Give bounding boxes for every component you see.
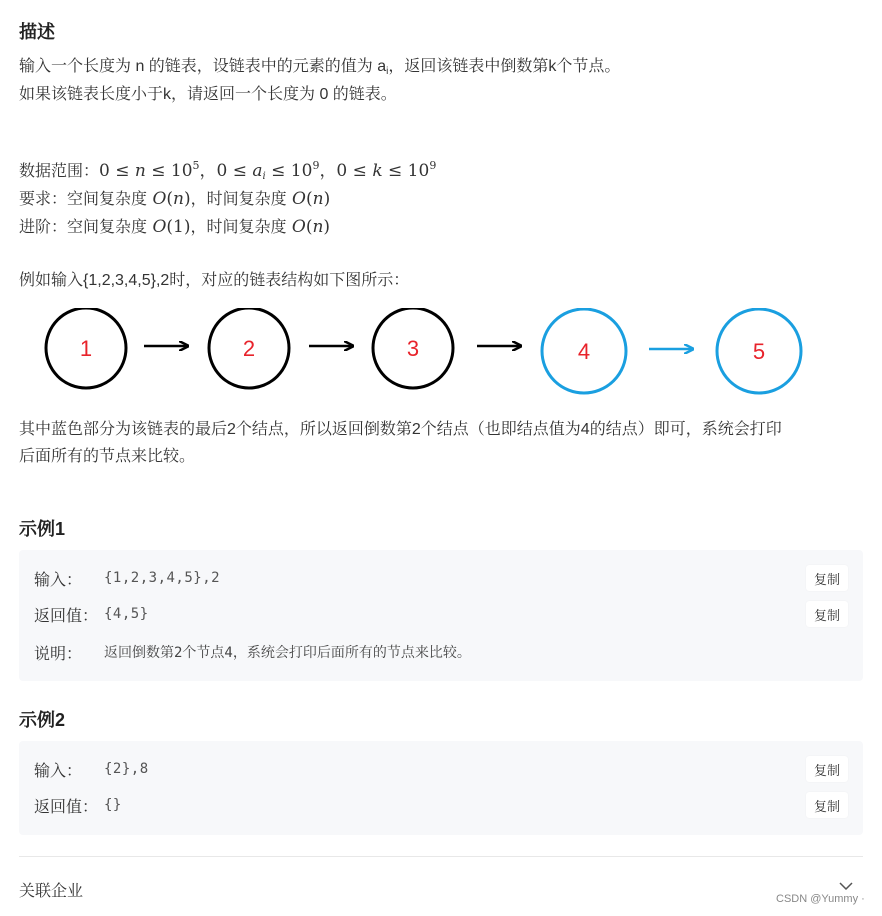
svg-text:1: 1 (79, 336, 93, 361)
advanced-line (19, 213, 330, 242)
input-label: 输入： (34, 571, 83, 589)
example-2-output-row (34, 792, 848, 818)
example-2-input-row (34, 756, 848, 782)
advanced-space-formula: O(1) (152, 217, 191, 237)
advanced-space-label: 空间复杂度 (67, 219, 148, 236)
note-value: 返回倒数第2个节点4，系统会打印后面所有的节点来比较。 (104, 645, 471, 661)
copy-output-button[interactable]: 复制 (806, 792, 848, 818)
output-value[interactable]: {} (104, 797, 122, 813)
data-range-line (19, 157, 436, 186)
description-text-end: ，返回该链表中倒数第k个节点。 (388, 58, 621, 75)
data-range-label: 数据范围： (19, 163, 100, 180)
section-title: 描述 (19, 22, 55, 42)
space-complexity-formula: O(n) (152, 189, 191, 209)
list-node-2 (209, 308, 289, 388)
example-1-title: 示例1 (19, 519, 66, 539)
output-value[interactable]: {4,5} (104, 606, 149, 622)
output-label: 返回值： (34, 607, 99, 625)
list-node-5 (717, 309, 801, 393)
input-value[interactable]: {1,2,3,4,5},2 (104, 570, 221, 586)
copy-input-button[interactable]: 复制 (806, 565, 848, 591)
advanced-label: 进阶： (19, 219, 68, 236)
explanation-line-1: 其中蓝色部分为该链表的最后2个结点，所以返回倒数第2个结点（也即结点值为4的结点）即可，系统会打印 (19, 421, 782, 438)
explanation-line-2: 后面所有的节点来比较。 (19, 448, 196, 465)
svg-text:2: 2 (242, 336, 256, 361)
output-label: 返回值： (34, 798, 99, 816)
time-complexity-formula: O(n) (292, 189, 331, 209)
copy-output-button[interactable]: 复制 (806, 601, 848, 627)
input-value[interactable]: {2},8 (104, 761, 149, 777)
advanced-time-label: ，时间复杂度 (190, 219, 287, 236)
copy-input-button[interactable]: 复制 (806, 756, 848, 782)
svg-text:3: 3 (406, 336, 420, 361)
data-range-formula: $0 \le n \le 10^5$，$0 \le a_i \le 10^9$，$0 \le k \le 10^9$ (99, 159, 437, 182)
watermark: CSDN @Yummy · (776, 893, 865, 905)
advanced-time-formula: O(n) (291, 217, 331, 237)
chevron-down-icon[interactable] (838, 880, 854, 892)
input-label: 输入： (34, 762, 83, 780)
svg-text:5: 5 (752, 339, 766, 364)
requirement-line (19, 185, 330, 214)
example-1-note-row (34, 639, 848, 665)
subscript-i: i (386, 66, 389, 77)
example-1-output-row (34, 601, 848, 627)
description-text: 输入一个长度为 n 的链表，设链表中的元素的值为 a (19, 58, 387, 75)
space-complexity-label: 空间复杂度 (67, 191, 148, 208)
example-1-box (19, 550, 863, 681)
requirement-label: 要求： (19, 191, 68, 208)
note-label: 说明： (34, 645, 83, 663)
divider (19, 856, 863, 857)
example-1-input-row (34, 565, 848, 591)
svg-text:4: 4 (577, 339, 591, 364)
description-line-1 (19, 53, 620, 81)
example-2-box (19, 741, 863, 835)
list-node-1 (46, 308, 126, 388)
list-node-3 (373, 308, 453, 388)
description-line-2: 如果该链表长度小于k，请返回一个长度为 0 的链表。 (19, 86, 397, 103)
time-complexity-label: ，时间复杂度 (190, 191, 287, 208)
example-intro: 例如输入{1,2,3,4,5},2时，对应的链表结构如下图所示： (19, 272, 410, 289)
related-companies-toggle[interactable]: 关联企业 (19, 883, 84, 900)
linked-list-diagram (24, 308, 804, 398)
list-node-4 (542, 309, 626, 393)
example-2-title: 示例2 (19, 710, 66, 730)
